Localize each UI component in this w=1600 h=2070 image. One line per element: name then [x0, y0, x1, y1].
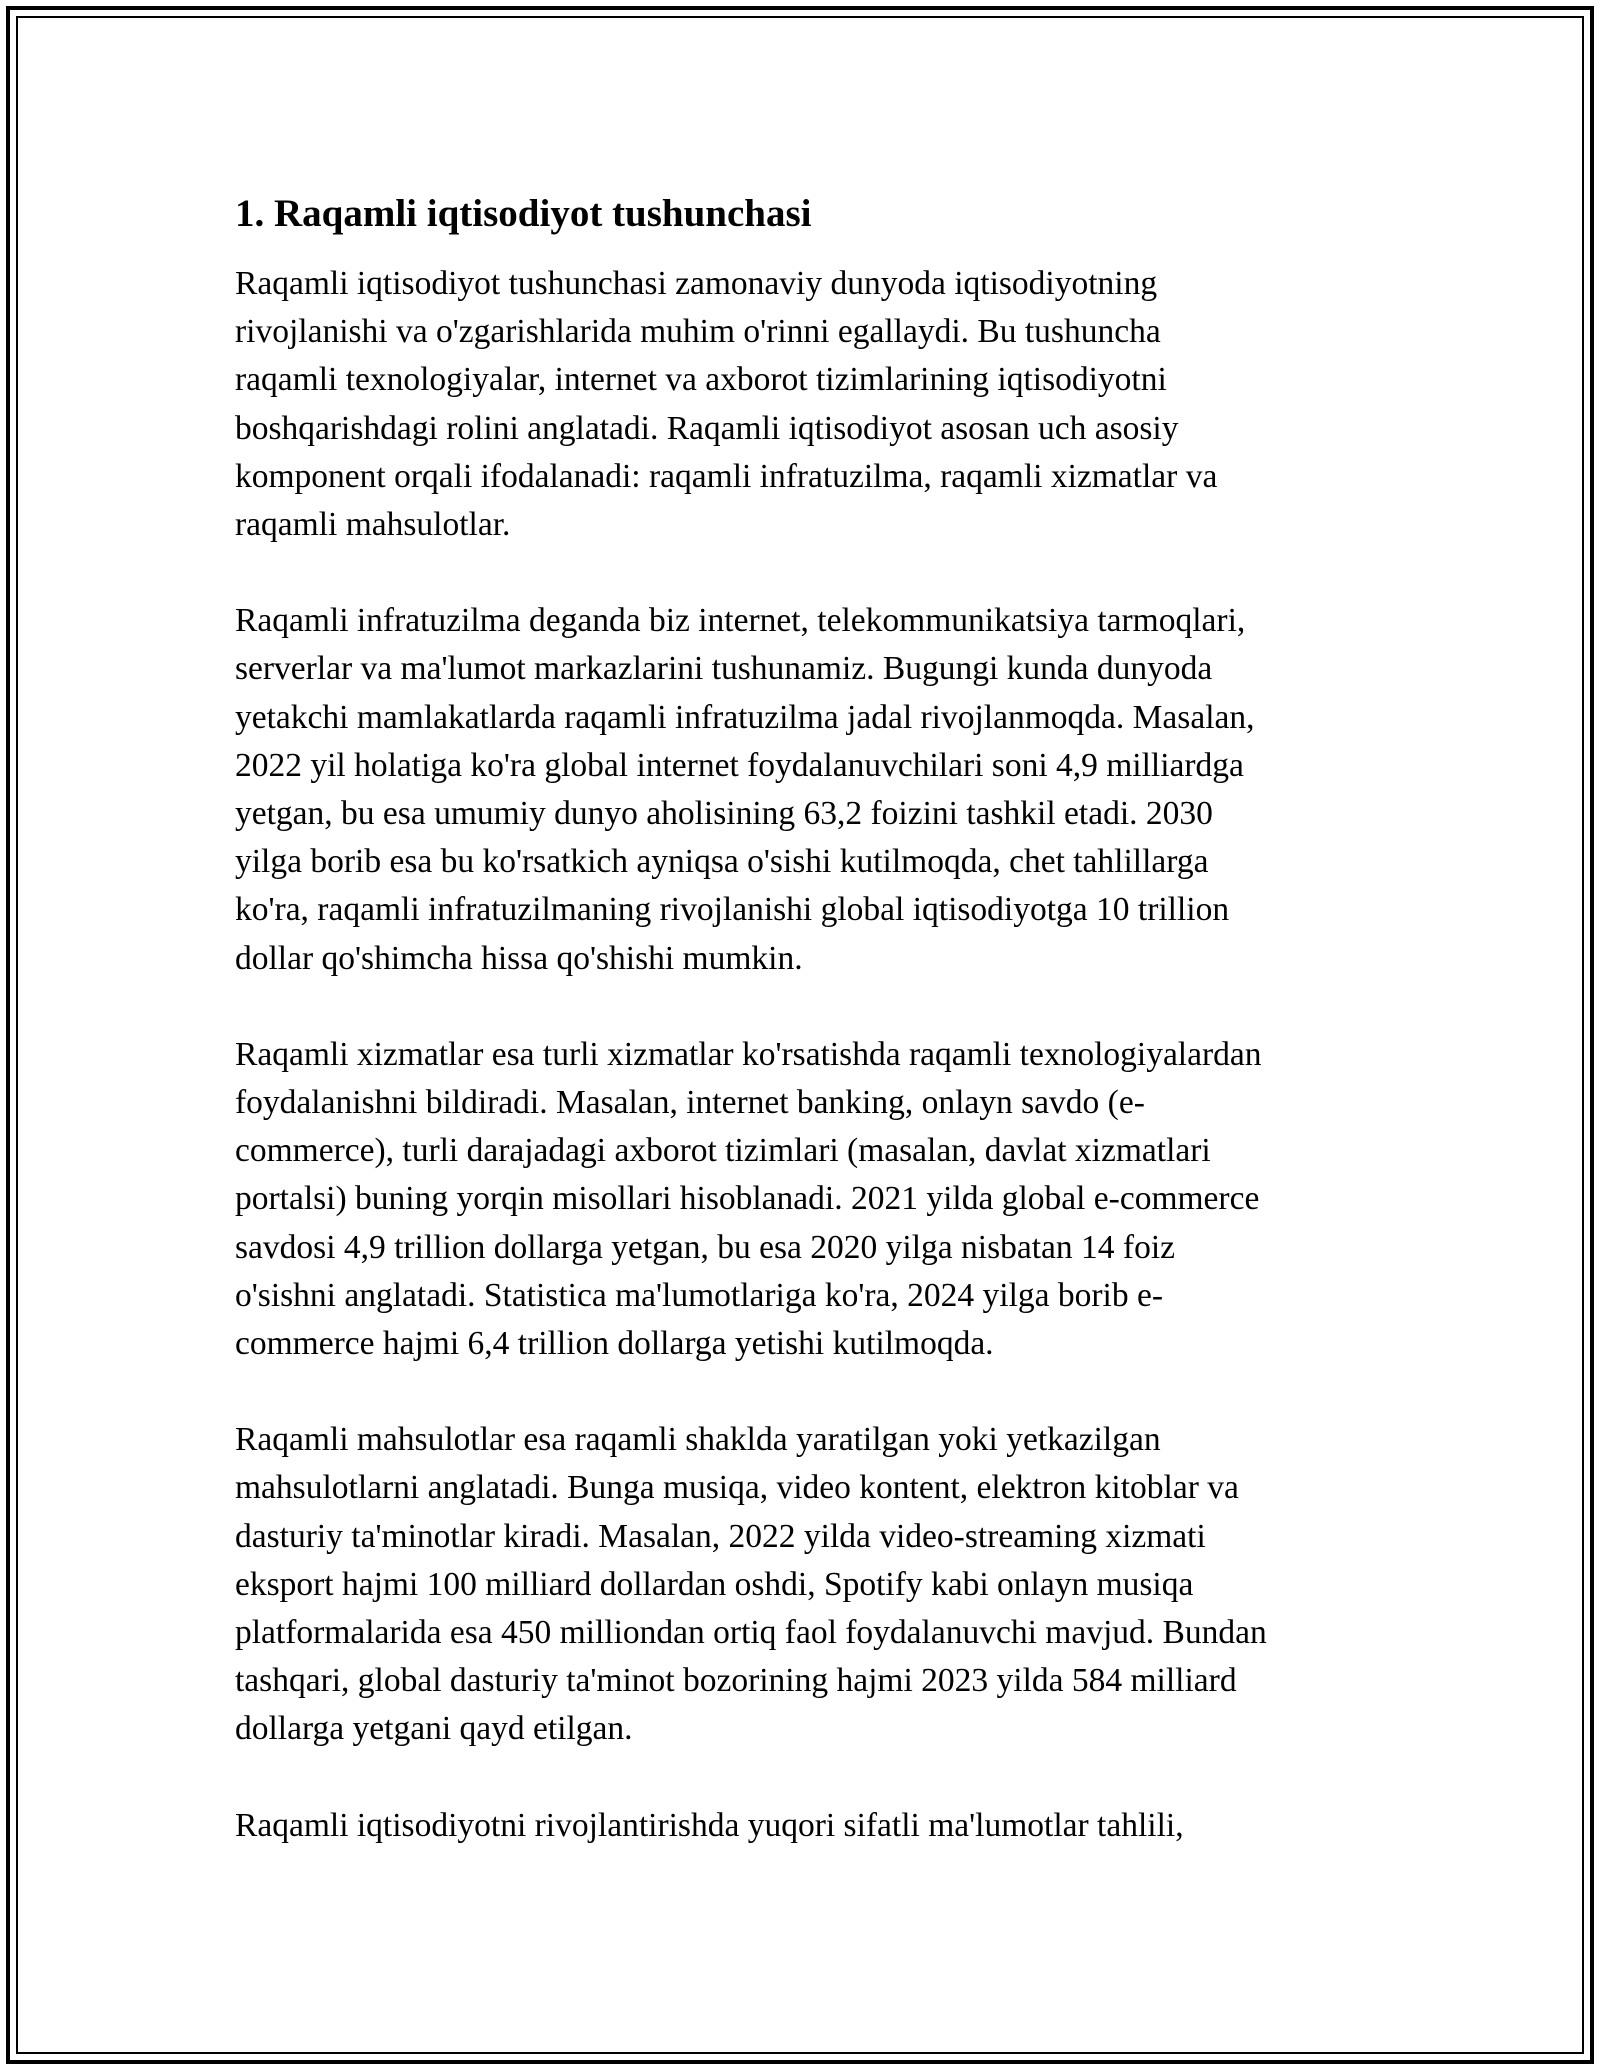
paragraph-continuation: Raqamli iqtisodiyotni rivojlantirishda yuqori sifatli ma'lumotlar tahlili, [235, 1806, 1184, 1844]
paragraph-products: Raqamli mahsulotlar esa raqamli shaklda yaratilgan yoki yetkazilgan mahsulotlarni anglatadi. Bunga musiqa, video kontent, elektron kitoblar va dasturiy ta'minotlar kiradi. Masalan, 2022 yilda video-streaming xizmati eksport hajmi 100 milliard dollardan oshdi, Spotify kabi onlayn musiqa platformalarida esa 450 milliondan ortiq faol foydalanuvchi mavjud. Bundan tashqari, global dasturiy ta'minot bozorining hajmi 2023 yilda 584 milliard dollarga yetgani qayd etilgan. [235, 1421, 1267, 1748]
paragraph-intro: Raqamli iqtisodiyot tushunchasi zamonaviy dunyoda iqtisodiyotning rivojlanishi va o'zgarishlarida muhim o'rinni egallaydi. Bu tushuncha raqamli texnologiyalar, internet va axborot tizimlarining iqtisodiyotni boshqarishdagi rolini anglatadi. Raqamli iqtisodiyot asosan uch asosiy komponent orqali ifodalanadi: raqamli infratuzilma, raqamli xizmatlar va raqamli mahsulotlar. [235, 265, 1218, 544]
document-body [235, 186, 1375, 1898]
paragraph-infrastructure: Raqamli infratuzilma deganda biz internet, telekommunikatsiya tarmoqlari, serverlar va ma'lumot markazlarini tushunamiz. Bugungi kunda dunyoda yetakchi mamlakatlarda raqamli infratuzilma jadal rivojlanmoqda. Masalan, 2022 yil holatiga ko'ra global internet foydalanuvchilari soni 4,9 milliardga yetgan, bu esa umumiy dunyo aholisining 63,2 foizini tashkil etadi. 2030 yilga borib esa bu ko'rsatkich ayniqsa o'sishi kutilmoqda, chet tahlillarga ko'ra, raqamli infratuzilmaning rivojlanishi global iqtisodiyotga 10 trillion dollar qo'shimcha hissa qo'shishi mumkin. [235, 602, 1255, 977]
section-heading: 1. Raqamli iqtisodiyot tushunchasi [235, 192, 812, 235]
paragraph-services: Raqamli xizmatlar esa turli xizmatlar ko'rsatishda raqamli texnologiyalardan foydalanishni bildiradi. Masalan, internet banking, onlayn savdo (e- commerce), turli darajadagi axborot tizimlari (masalan, davlat xizmatlari portalsi) buning yorqin misollari hisoblanadi. 2021 yilda global e-commerce savdosi 4,9 trillion dollarga yetgan, bu esa 2020 yilga nisbatan 14 foiz o'sishni anglatadi. Statistica ma'lumotlariga ko'ra, 2024 yilga borib e- commerce hajmi 6,4 trillion dollarga yetishi kutilmoqda. [235, 1035, 1262, 1363]
